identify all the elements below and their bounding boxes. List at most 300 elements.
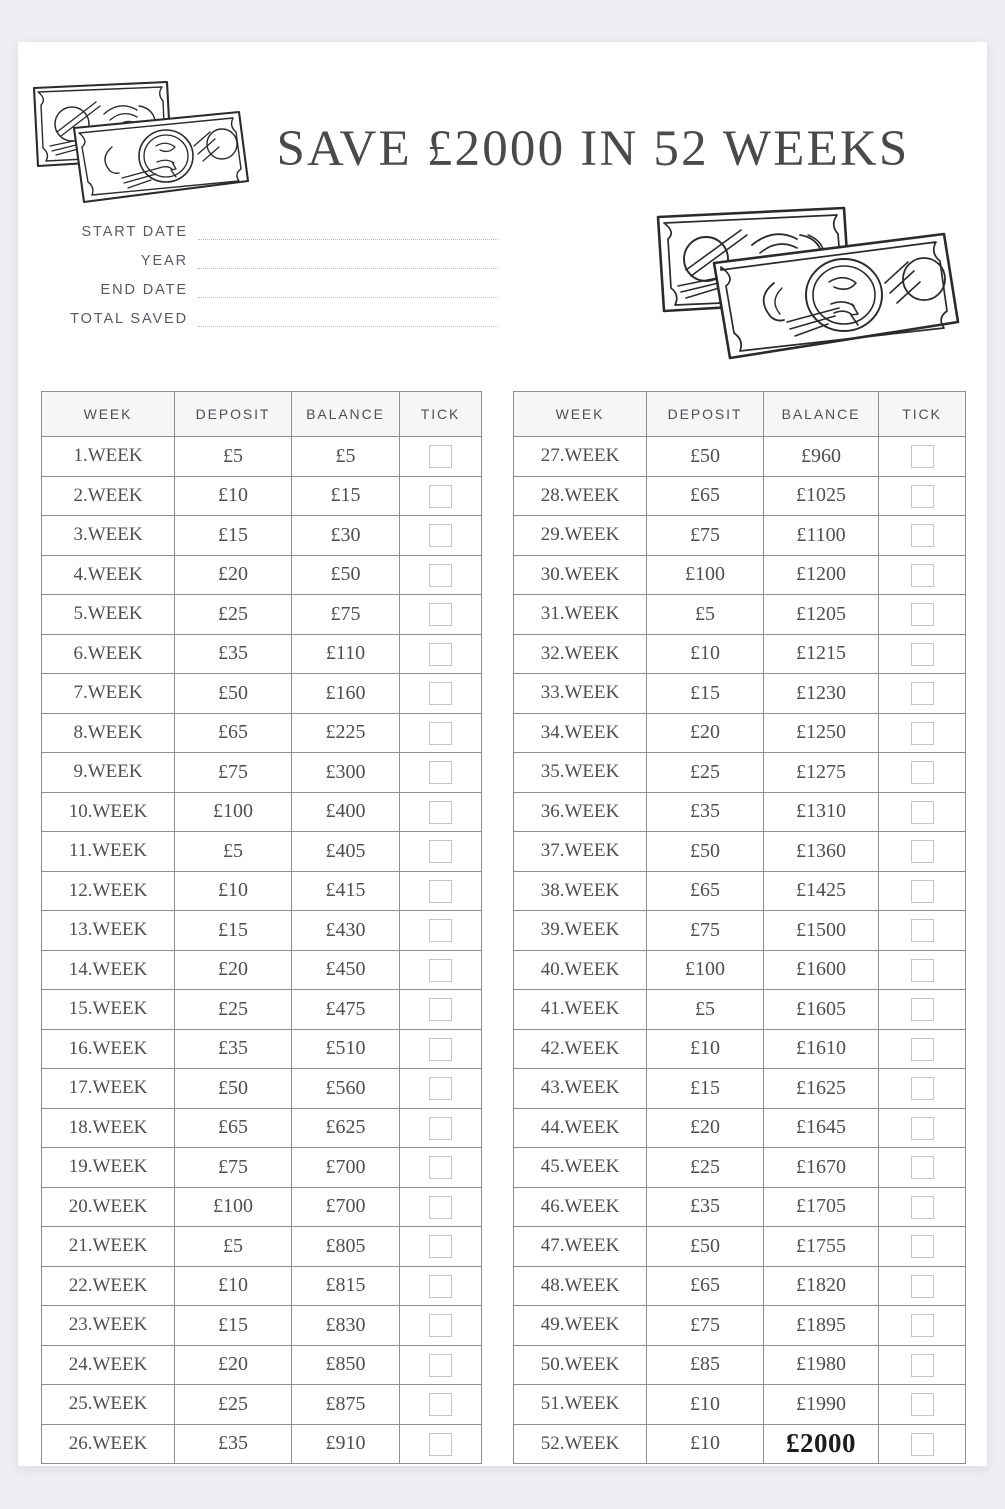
balance-cell: £1705 xyxy=(764,1187,879,1227)
table-row xyxy=(514,950,966,990)
balance-cell: £1500 xyxy=(764,911,879,951)
tick-checkbox[interactable] xyxy=(911,1314,934,1337)
deposit-cell: £15 xyxy=(647,674,764,714)
column-header: DEPOSIT xyxy=(175,392,292,437)
week-cell: 28.WEEK xyxy=(514,476,647,516)
week-cell: 45.WEEK xyxy=(514,1148,647,1188)
form-field-label: TOTAL SAVED xyxy=(70,310,188,327)
deposit-cell: £20 xyxy=(175,950,292,990)
tick-checkbox[interactable] xyxy=(429,998,452,1021)
tick-cell[interactable] xyxy=(400,634,482,674)
tick-cell[interactable] xyxy=(879,1424,966,1464)
deposit-cell: £10 xyxy=(175,476,292,516)
tick-cell[interactable] xyxy=(879,1266,966,1306)
tick-cell[interactable] xyxy=(400,950,482,990)
balance-cell: £1820 xyxy=(764,1266,879,1306)
balance-cell: £1025 xyxy=(764,476,879,516)
deposit-cell: £85 xyxy=(647,1345,764,1385)
balance-cell: £1645 xyxy=(764,1108,879,1148)
tick-checkbox[interactable] xyxy=(911,1354,934,1377)
tick-cell[interactable] xyxy=(879,1187,966,1227)
deposit-cell: £65 xyxy=(175,713,292,753)
table-row xyxy=(514,1227,966,1267)
balance-cell: £1755 xyxy=(764,1227,879,1267)
table-row xyxy=(42,1069,482,1109)
balance-cell: £510 xyxy=(292,1029,400,1069)
balance-cell: £475 xyxy=(292,990,400,1030)
tick-checkbox[interactable] xyxy=(911,1156,934,1179)
tick-cell[interactable] xyxy=(879,437,966,477)
savings-table-left xyxy=(41,391,482,1464)
column-header: TICK xyxy=(400,392,482,437)
table-row xyxy=(42,1187,482,1227)
form-fields xyxy=(28,212,498,328)
tick-checkbox[interactable] xyxy=(429,1156,452,1179)
tick-checkbox[interactable] xyxy=(911,1117,934,1140)
balance-cell: £1895 xyxy=(764,1306,879,1346)
week-cell: 49.WEEK xyxy=(514,1306,647,1346)
week-cell: 13.WEEK xyxy=(42,911,175,951)
tick-checkbox[interactable] xyxy=(429,445,452,468)
week-cell: 47.WEEK xyxy=(514,1227,647,1267)
deposit-cell: £50 xyxy=(175,674,292,714)
week-cell: 2.WEEK xyxy=(42,476,175,516)
table-row xyxy=(514,753,966,793)
tick-cell[interactable] xyxy=(879,555,966,595)
tick-checkbox[interactable] xyxy=(911,880,934,903)
tick-cell[interactable] xyxy=(879,476,966,516)
tick-cell[interactable] xyxy=(879,595,966,635)
form-field-label: START DATE xyxy=(81,223,188,240)
deposit-cell: £10 xyxy=(647,634,764,674)
tick-checkbox[interactable] xyxy=(911,1275,934,1298)
balance-cell: £1605 xyxy=(764,990,879,1030)
deposit-cell: £5 xyxy=(175,1227,292,1267)
tick-cell[interactable] xyxy=(400,1306,482,1346)
tick-cell[interactable] xyxy=(879,1345,966,1385)
table-row xyxy=(42,832,482,872)
deposit-cell: £75 xyxy=(647,1306,764,1346)
deposit-cell: £25 xyxy=(175,595,292,635)
deposit-cell: £35 xyxy=(175,1424,292,1464)
tick-cell[interactable] xyxy=(400,1424,482,1464)
table-row xyxy=(514,516,966,556)
tick-cell[interactable] xyxy=(400,1029,482,1069)
table-row xyxy=(514,1306,966,1346)
balance-cell: £400 xyxy=(292,792,400,832)
table-row xyxy=(514,1069,966,1109)
tick-checkbox[interactable] xyxy=(429,801,452,824)
balance-cell: £450 xyxy=(292,950,400,990)
table-row xyxy=(42,1306,482,1346)
tick-cell[interactable] xyxy=(400,1069,482,1109)
balance-cell: £300 xyxy=(292,753,400,793)
week-cell: 51.WEEK xyxy=(514,1385,647,1425)
tick-cell[interactable] xyxy=(400,516,482,556)
table-row xyxy=(42,1148,482,1188)
week-cell: 16.WEEK xyxy=(42,1029,175,1069)
table-row xyxy=(514,871,966,911)
table-row xyxy=(42,674,482,714)
column-header: WEEK xyxy=(514,392,647,437)
week-cell: 32.WEEK xyxy=(514,634,647,674)
deposit-cell: £65 xyxy=(647,476,764,516)
balance-cell: £875 xyxy=(292,1385,400,1425)
table-row xyxy=(514,713,966,753)
tick-checkbox[interactable] xyxy=(911,564,934,587)
week-cell: 8.WEEK xyxy=(42,713,175,753)
deposit-cell: £25 xyxy=(647,753,764,793)
week-cell: 20.WEEK xyxy=(42,1187,175,1227)
tick-checkbox[interactable] xyxy=(429,919,452,942)
form-field-input[interactable] xyxy=(198,268,498,269)
banknotes-doodle-right xyxy=(648,187,993,367)
tick-cell[interactable] xyxy=(879,911,966,951)
balance-cell: £700 xyxy=(292,1148,400,1188)
table-row xyxy=(42,1424,482,1464)
deposit-cell: £15 xyxy=(175,911,292,951)
balance-cell: £160 xyxy=(292,674,400,714)
week-cell: 6.WEEK xyxy=(42,634,175,674)
week-cell: 39.WEEK xyxy=(514,911,647,951)
tick-cell[interactable] xyxy=(400,1266,482,1306)
tick-checkbox[interactable] xyxy=(429,1433,452,1456)
table-row xyxy=(514,437,966,477)
tick-cell[interactable] xyxy=(400,832,482,872)
column-header: TICK xyxy=(879,392,966,437)
balance-cell: £1205 xyxy=(764,595,879,635)
deposit-cell: £5 xyxy=(175,832,292,872)
tick-checkbox[interactable] xyxy=(911,1433,934,1456)
tick-checkbox[interactable] xyxy=(911,445,934,468)
week-cell: 36.WEEK xyxy=(514,792,647,832)
deposit-cell: £75 xyxy=(647,911,764,951)
balance-cell: £1215 xyxy=(764,634,879,674)
balance-cell: £700 xyxy=(292,1187,400,1227)
deposit-cell: £10 xyxy=(175,871,292,911)
balance-cell: £910 xyxy=(292,1424,400,1464)
balance-cell: £830 xyxy=(292,1306,400,1346)
table-row xyxy=(514,911,966,951)
deposit-cell: £25 xyxy=(175,1385,292,1425)
form-field-input[interactable] xyxy=(198,297,498,298)
deposit-cell: £65 xyxy=(647,871,764,911)
form-field-label: YEAR xyxy=(140,252,188,269)
tick-cell[interactable] xyxy=(879,1385,966,1425)
tick-checkbox[interactable] xyxy=(911,603,934,626)
tick-checkbox[interactable] xyxy=(911,1038,934,1061)
deposit-cell: £15 xyxy=(647,1069,764,1109)
form-field-input[interactable] xyxy=(198,326,498,327)
week-cell: 52.WEEK xyxy=(514,1424,647,1464)
table-row xyxy=(42,516,482,556)
deposit-cell: £50 xyxy=(647,832,764,872)
tick-checkbox[interactable] xyxy=(429,722,452,745)
balance-cell: £2000 xyxy=(764,1424,879,1464)
balance-cell: £225 xyxy=(292,713,400,753)
week-cell: 26.WEEK xyxy=(42,1424,175,1464)
week-cell: 4.WEEK xyxy=(42,555,175,595)
deposit-cell: £35 xyxy=(647,1187,764,1227)
tick-cell[interactable] xyxy=(400,871,482,911)
balance-cell: £560 xyxy=(292,1069,400,1109)
table-body-right xyxy=(514,437,966,1464)
deposit-cell: £20 xyxy=(175,555,292,595)
balance-cell: £50 xyxy=(292,555,400,595)
table-row xyxy=(514,476,966,516)
tick-checkbox[interactable] xyxy=(911,1393,934,1416)
tick-checkbox[interactable] xyxy=(911,722,934,745)
deposit-cell: £100 xyxy=(175,792,292,832)
table-row xyxy=(514,1266,966,1306)
tick-checkbox[interactable] xyxy=(429,1275,452,1298)
deposit-cell: £15 xyxy=(175,1306,292,1346)
table-row xyxy=(42,595,482,635)
balance-cell: £5 xyxy=(292,437,400,477)
table-body-left xyxy=(42,437,482,1464)
week-cell: 50.WEEK xyxy=(514,1345,647,1385)
week-cell: 15.WEEK xyxy=(42,990,175,1030)
week-cell: 41.WEEK xyxy=(514,990,647,1030)
tick-cell[interactable] xyxy=(400,595,482,635)
table-row xyxy=(42,1385,482,1425)
tick-checkbox[interactable] xyxy=(429,1354,452,1377)
deposit-cell: £75 xyxy=(175,1148,292,1188)
week-cell: 37.WEEK xyxy=(514,832,647,872)
deposit-cell: £75 xyxy=(647,516,764,556)
deposit-cell: £10 xyxy=(647,1424,764,1464)
week-cell: 46.WEEK xyxy=(514,1187,647,1227)
week-cell: 17.WEEK xyxy=(42,1069,175,1109)
balance-cell: £30 xyxy=(292,516,400,556)
deposit-cell: £35 xyxy=(175,634,292,674)
deposit-cell: £10 xyxy=(647,1029,764,1069)
tick-checkbox[interactable] xyxy=(911,524,934,547)
week-cell: 44.WEEK xyxy=(514,1108,647,1148)
table-row xyxy=(42,1108,482,1148)
table-row xyxy=(42,792,482,832)
week-cell: 27.WEEK xyxy=(514,437,647,477)
tick-checkbox[interactable] xyxy=(429,564,452,587)
table-row xyxy=(42,1227,482,1267)
balance-cell: £1360 xyxy=(764,832,879,872)
balance-cell: £850 xyxy=(292,1345,400,1385)
week-cell: 3.WEEK xyxy=(42,516,175,556)
balance-cell: £1600 xyxy=(764,950,879,990)
tick-checkbox[interactable] xyxy=(911,998,934,1021)
form-field-input[interactable] xyxy=(198,239,498,240)
deposit-cell: £100 xyxy=(647,950,764,990)
tick-cell[interactable] xyxy=(400,437,482,477)
tick-checkbox[interactable] xyxy=(429,761,452,784)
table-row xyxy=(514,832,966,872)
deposit-cell: £5 xyxy=(647,595,764,635)
tick-checkbox[interactable] xyxy=(429,959,452,982)
tick-checkbox[interactable] xyxy=(911,682,934,705)
deposit-cell: £10 xyxy=(647,1385,764,1425)
balance-cell: £815 xyxy=(292,1266,400,1306)
table-row xyxy=(514,1108,966,1148)
tick-checkbox[interactable] xyxy=(429,1235,452,1258)
week-cell: 34.WEEK xyxy=(514,713,647,753)
table-row xyxy=(42,437,482,477)
table-row xyxy=(514,1424,966,1464)
table-row xyxy=(514,634,966,674)
tick-cell[interactable] xyxy=(879,713,966,753)
tick-checkbox[interactable] xyxy=(911,761,934,784)
tick-checkbox[interactable] xyxy=(429,1314,452,1337)
deposit-cell: £50 xyxy=(647,1227,764,1267)
week-cell: 31.WEEK xyxy=(514,595,647,635)
form-field-label: END DATE xyxy=(100,281,188,298)
week-cell: 43.WEEK xyxy=(514,1069,647,1109)
form-field xyxy=(28,270,498,299)
balance-cell: £1200 xyxy=(764,555,879,595)
tick-checkbox[interactable] xyxy=(429,643,452,666)
tick-checkbox[interactable] xyxy=(429,682,452,705)
deposit-cell: £5 xyxy=(647,990,764,1030)
tick-cell[interactable] xyxy=(879,753,966,793)
table-header-right xyxy=(514,392,966,437)
tick-checkbox[interactable] xyxy=(429,524,452,547)
tick-checkbox[interactable] xyxy=(429,1077,452,1100)
header-row xyxy=(514,392,966,437)
tick-cell[interactable] xyxy=(879,516,966,556)
tick-cell[interactable] xyxy=(400,911,482,951)
week-cell: 9.WEEK xyxy=(42,753,175,793)
tick-checkbox[interactable] xyxy=(429,1393,452,1416)
tick-cell[interactable] xyxy=(879,1108,966,1148)
week-cell: 7.WEEK xyxy=(42,674,175,714)
header-row xyxy=(42,392,482,437)
tick-cell[interactable] xyxy=(400,1345,482,1385)
balance-cell: £75 xyxy=(292,595,400,635)
tick-checkbox[interactable] xyxy=(429,1196,452,1219)
tick-checkbox[interactable] xyxy=(429,840,452,863)
form-field xyxy=(28,299,498,328)
tick-cell[interactable] xyxy=(879,1069,966,1109)
column-header: BALANCE xyxy=(764,392,879,437)
tick-cell[interactable] xyxy=(400,555,482,595)
tick-checkbox[interactable] xyxy=(911,919,934,942)
tick-checkbox[interactable] xyxy=(429,880,452,903)
page-title: SAVE £2000 IN 52 WEEKS xyxy=(276,121,910,177)
balance-cell: £1100 xyxy=(764,516,879,556)
tick-cell[interactable] xyxy=(400,990,482,1030)
deposit-cell: £65 xyxy=(647,1266,764,1306)
tick-cell[interactable] xyxy=(400,1187,482,1227)
tick-checkbox[interactable] xyxy=(429,485,452,508)
deposit-cell: £25 xyxy=(175,990,292,1030)
balance-cell: £1425 xyxy=(764,871,879,911)
tick-checkbox[interactable] xyxy=(429,1038,452,1061)
tick-cell[interactable] xyxy=(400,753,482,793)
table-row xyxy=(42,476,482,516)
tick-checkbox[interactable] xyxy=(911,485,934,508)
week-cell: 42.WEEK xyxy=(514,1029,647,1069)
tick-cell[interactable] xyxy=(879,1227,966,1267)
table-row xyxy=(42,713,482,753)
tick-checkbox[interactable] xyxy=(911,801,934,824)
tick-checkbox[interactable] xyxy=(911,1077,934,1100)
table-row xyxy=(514,1148,966,1188)
form-field xyxy=(28,212,498,241)
tick-checkbox[interactable] xyxy=(911,959,934,982)
tick-cell[interactable] xyxy=(879,871,966,911)
table-row xyxy=(514,555,966,595)
tick-cell[interactable] xyxy=(879,674,966,714)
tick-checkbox[interactable] xyxy=(429,603,452,626)
balance-cell: £1670 xyxy=(764,1148,879,1188)
deposit-cell: £10 xyxy=(175,1266,292,1306)
tick-checkbox[interactable] xyxy=(429,1117,452,1140)
table-header-left xyxy=(42,392,482,437)
column-header: WEEK xyxy=(42,392,175,437)
balance-cell: £1230 xyxy=(764,674,879,714)
deposit-cell: £20 xyxy=(647,1108,764,1148)
balance-cell: £1250 xyxy=(764,713,879,753)
tick-checkbox[interactable] xyxy=(911,1235,934,1258)
tick-cell[interactable] xyxy=(400,674,482,714)
deposit-cell: £75 xyxy=(175,753,292,793)
week-cell: 24.WEEK xyxy=(42,1345,175,1385)
tick-cell[interactable] xyxy=(400,1108,482,1148)
deposit-cell: £25 xyxy=(647,1148,764,1188)
deposit-cell: £20 xyxy=(647,713,764,753)
tick-cell[interactable] xyxy=(400,1148,482,1188)
tick-cell[interactable] xyxy=(879,1148,966,1188)
week-cell: 19.WEEK xyxy=(42,1148,175,1188)
tick-cell[interactable] xyxy=(879,1306,966,1346)
balance-cell: £405 xyxy=(292,832,400,872)
tick-checkbox[interactable] xyxy=(911,840,934,863)
table-row xyxy=(42,1345,482,1385)
table-row xyxy=(42,871,482,911)
table-row xyxy=(42,911,482,951)
tick-cell[interactable] xyxy=(879,990,966,1030)
balance-cell: £15 xyxy=(292,476,400,516)
tick-checkbox[interactable] xyxy=(911,643,934,666)
tick-cell[interactable] xyxy=(879,792,966,832)
balance-cell: £1625 xyxy=(764,1069,879,1109)
tick-cell[interactable] xyxy=(400,1385,482,1425)
week-cell: 18.WEEK xyxy=(42,1108,175,1148)
tick-cell[interactable] xyxy=(879,950,966,990)
table-row xyxy=(42,634,482,674)
week-cell: 29.WEEK xyxy=(514,516,647,556)
tick-cell[interactable] xyxy=(400,1227,482,1267)
deposit-cell: £100 xyxy=(647,555,764,595)
tick-cell[interactable] xyxy=(400,713,482,753)
week-cell: 40.WEEK xyxy=(514,950,647,990)
table-row xyxy=(514,990,966,1030)
table-row xyxy=(42,555,482,595)
deposit-cell: £5 xyxy=(175,437,292,477)
tick-cell[interactable] xyxy=(400,792,482,832)
deposit-cell: £15 xyxy=(175,516,292,556)
tick-cell[interactable] xyxy=(879,1029,966,1069)
balance-cell: £805 xyxy=(292,1227,400,1267)
table-row xyxy=(514,1385,966,1425)
balance-cell: £110 xyxy=(292,634,400,674)
deposit-cell: £50 xyxy=(647,437,764,477)
week-cell: 1.WEEK xyxy=(42,437,175,477)
tick-cell[interactable] xyxy=(400,476,482,516)
tick-cell[interactable] xyxy=(879,832,966,872)
table-row xyxy=(42,950,482,990)
tick-checkbox[interactable] xyxy=(911,1196,934,1219)
tick-cell[interactable] xyxy=(879,634,966,674)
